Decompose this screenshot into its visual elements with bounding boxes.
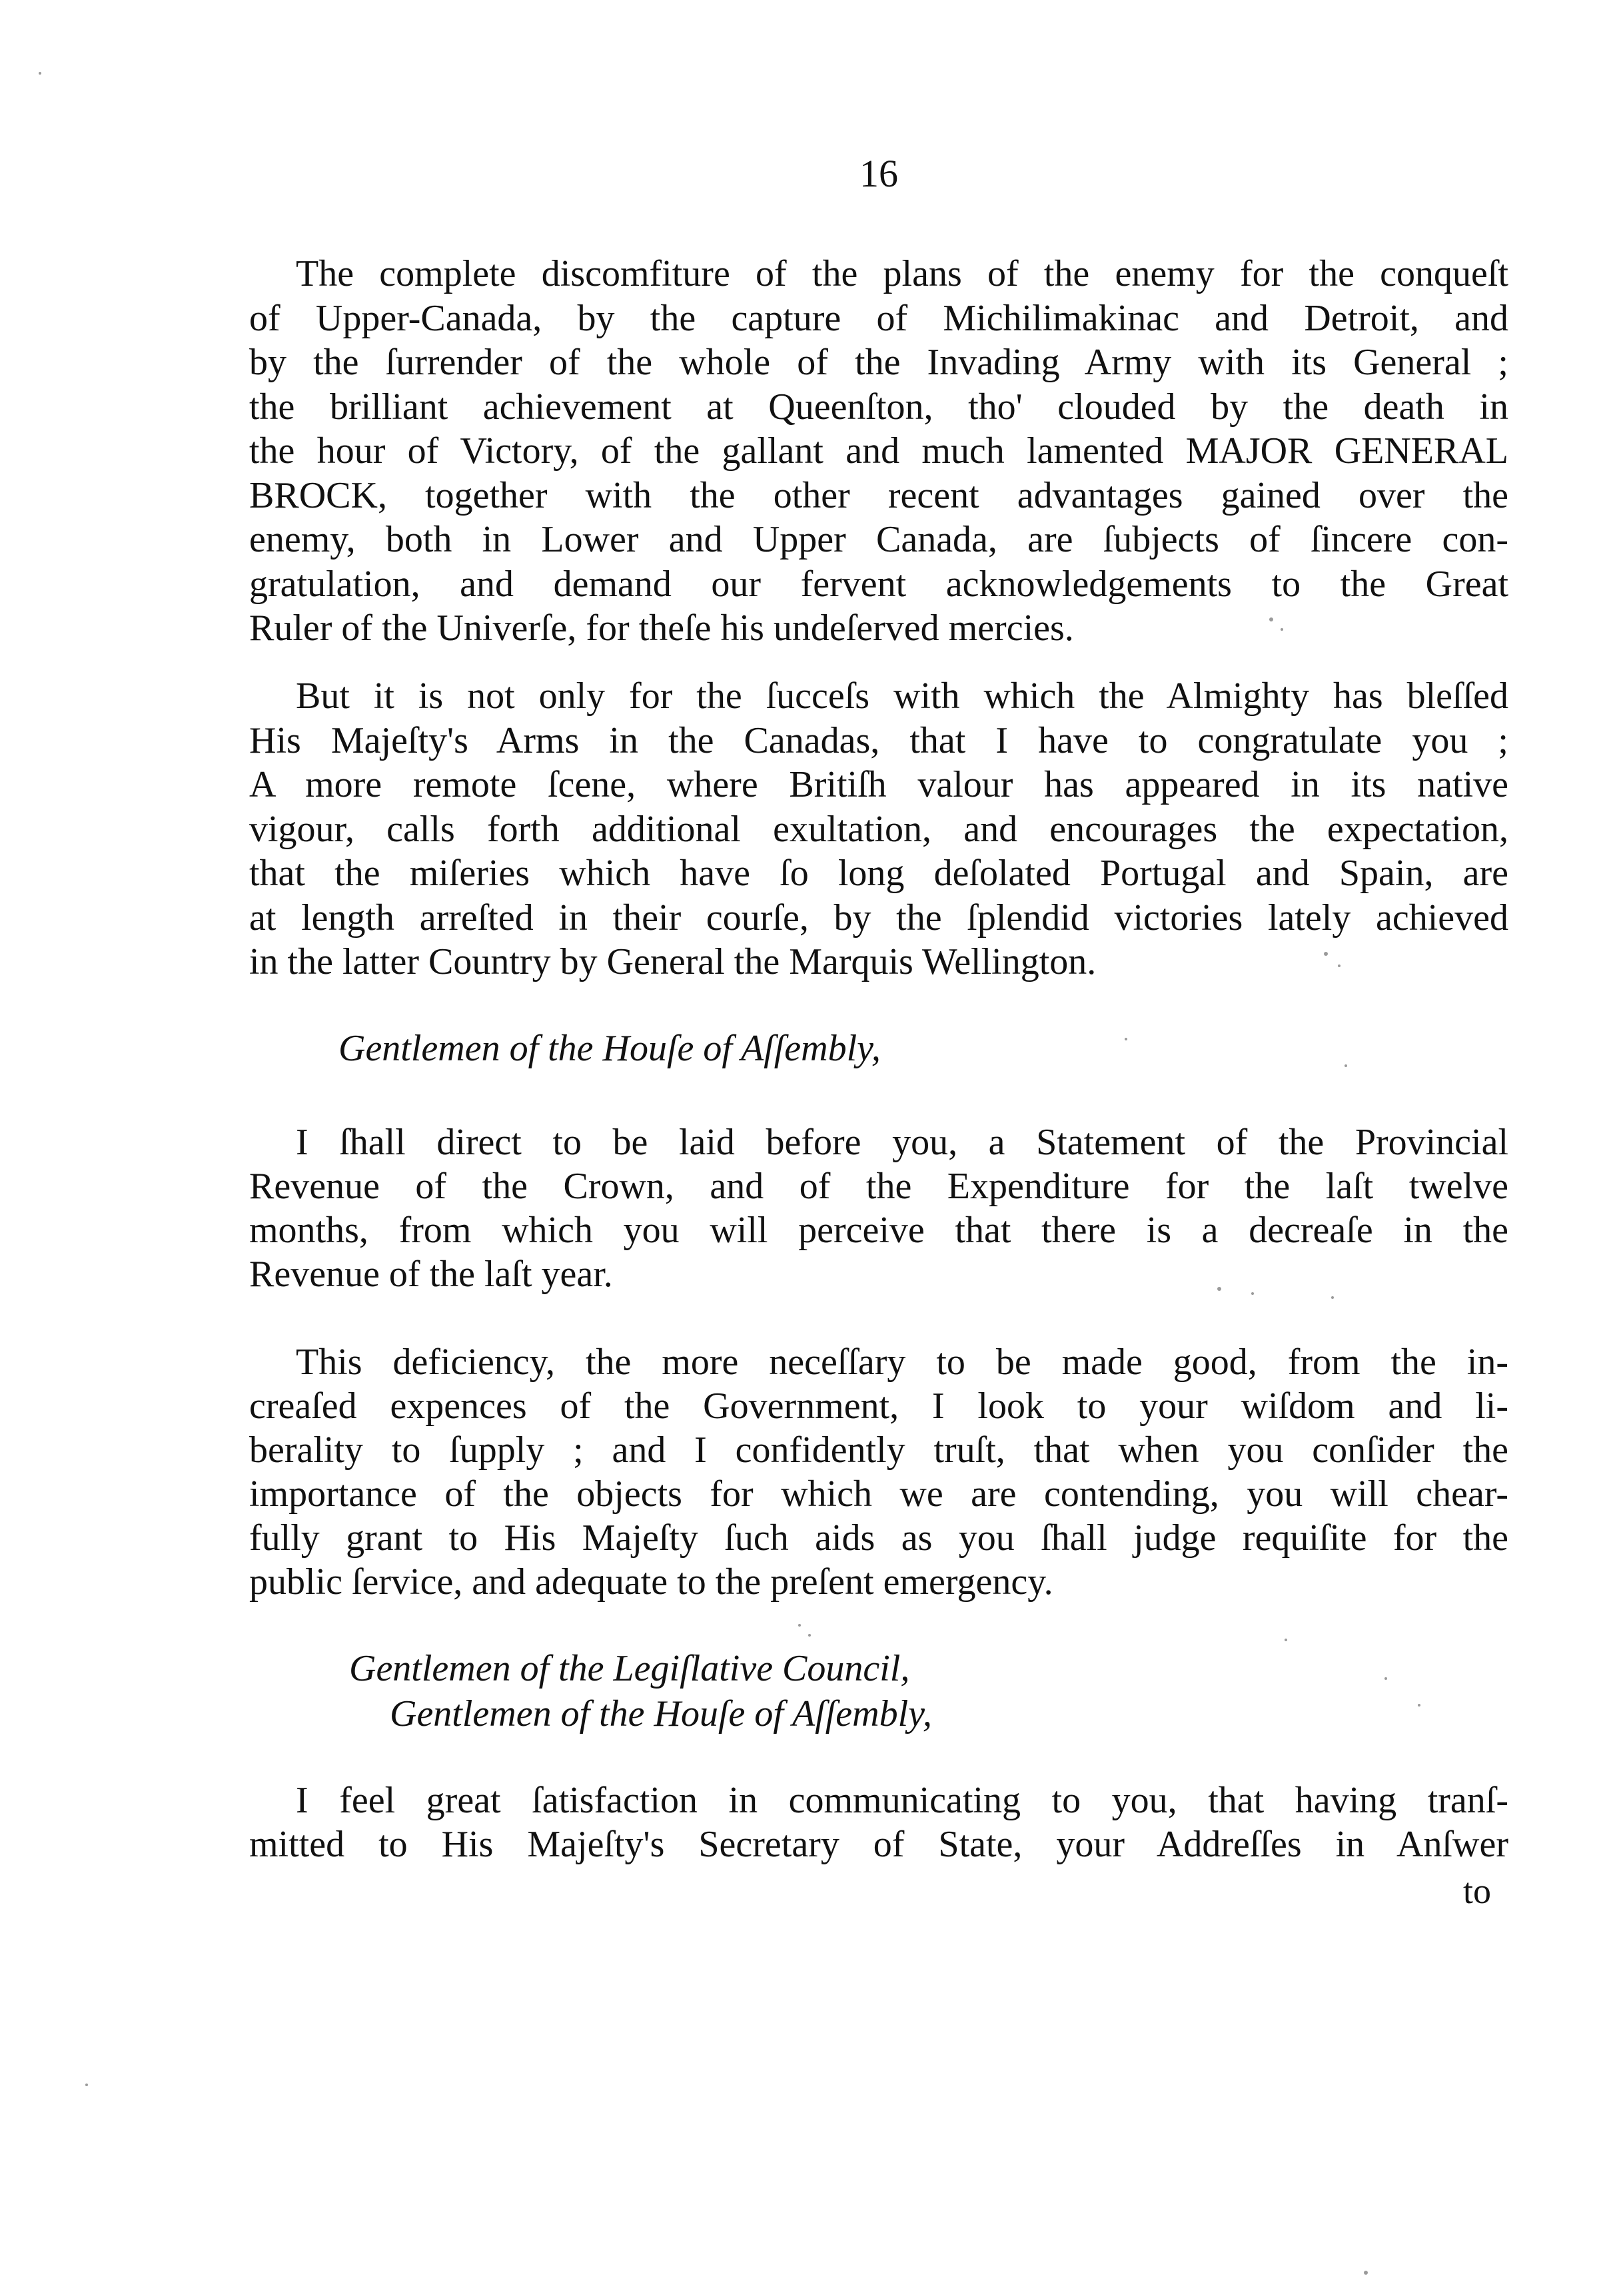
text-line: berality to ſupply ; and I confidently truſt, that when you conſider the [249,1429,1508,1471]
text-line: public ſervice, and adequate to the preſent emergency. [249,1561,1053,1603]
text-line: creaſed expences of the Government, I look to your wiſdom and li- [249,1385,1508,1427]
text-line: the hour of Victory, of the gallant and much lamented MAJOR GENERAL [249,430,1508,472]
text-line: I ſhall direct to be laid before you, a Statement of the Provincial [296,1122,1508,1163]
text-line: fully grant to His Majeſty ſuch aids as you ſhall judge requiſite for the [249,1517,1508,1559]
text-line: that the miſeries which have ſo long deſolated Portugal and Spain, are [249,853,1508,894]
text-line: I feel great ſatisfaction in communicating to you, that having tranſ- [296,1780,1508,1821]
text-line: Revenue of the Crown, and of the Expenditure for the laſt twelve [249,1166,1508,1207]
text-line: of Upper-Canada, by the capture of Michilimakinac and Detroit, and [249,297,1508,339]
text-line: A more remote ſcene, where Britiſh valour has appeared in its native [249,764,1508,805]
text-line: This deficiency, the more neceſſary to be made good, from the in- [296,1341,1508,1383]
salutation-house-of-assembly: Gentlemen of the Houſe of Aſſembly, [338,1028,881,1069]
text-line: BROCK, together with the other recent advantages gained over the [249,474,1508,516]
text-line: mitted to His Majeſty's Secretary of State, your Addreſſes in Anſwer [249,1824,1508,1865]
catchword: to [1463,1871,1492,1911]
text-line: vigour, calls forth additional exultation, and encourages the expectation, [249,808,1508,850]
text-line: in the latter Country by General the Marquis Wellington. [249,941,1097,982]
text-line: Ruler of the Univerſe, for theſe his undeſerved mercies. [249,607,1074,649]
salutation-legislative-council: Gentlemen of the Legiſlative Council, [349,1648,910,1689]
text-line: by the ſurrender of the whole of the Invading Army with its General ; [249,342,1508,383]
text-line: The complete discomfiture of the plans of the enemy for the conqueſt [296,253,1508,294]
text-line: But it is not only for the ſucceſs with which the Almighty has bleſſed [296,675,1508,717]
text-line: importance of the objects for which we are contending, you will chear- [249,1473,1508,1515]
text-line: at length arreſted in their courſe, by the ſplendid victories lately achieved [249,897,1508,939]
text-line: enemy, both in Lower and Upper Canada, are ſubjects of ſincere con- [249,519,1508,560]
page-number: 16 [859,152,898,195]
text-line: gratulation, and demand our fervent acknowledgements to the Great [249,563,1508,605]
text-line: the brilliant achievement at Queenſton, tho' clouded by the death in [249,386,1508,428]
text-line: months, from which you will perceive that there is a decreaſe in the [249,1210,1508,1251]
salutation-house-of-assembly-2: Gentlemen of the Houſe of Aſſembly, [390,1693,932,1734]
text-line: His Majeſty's Arms in the Canadas, that I have to congratulate you ; [249,719,1508,761]
text-line: Revenue of the laſt year. [249,1254,613,1295]
